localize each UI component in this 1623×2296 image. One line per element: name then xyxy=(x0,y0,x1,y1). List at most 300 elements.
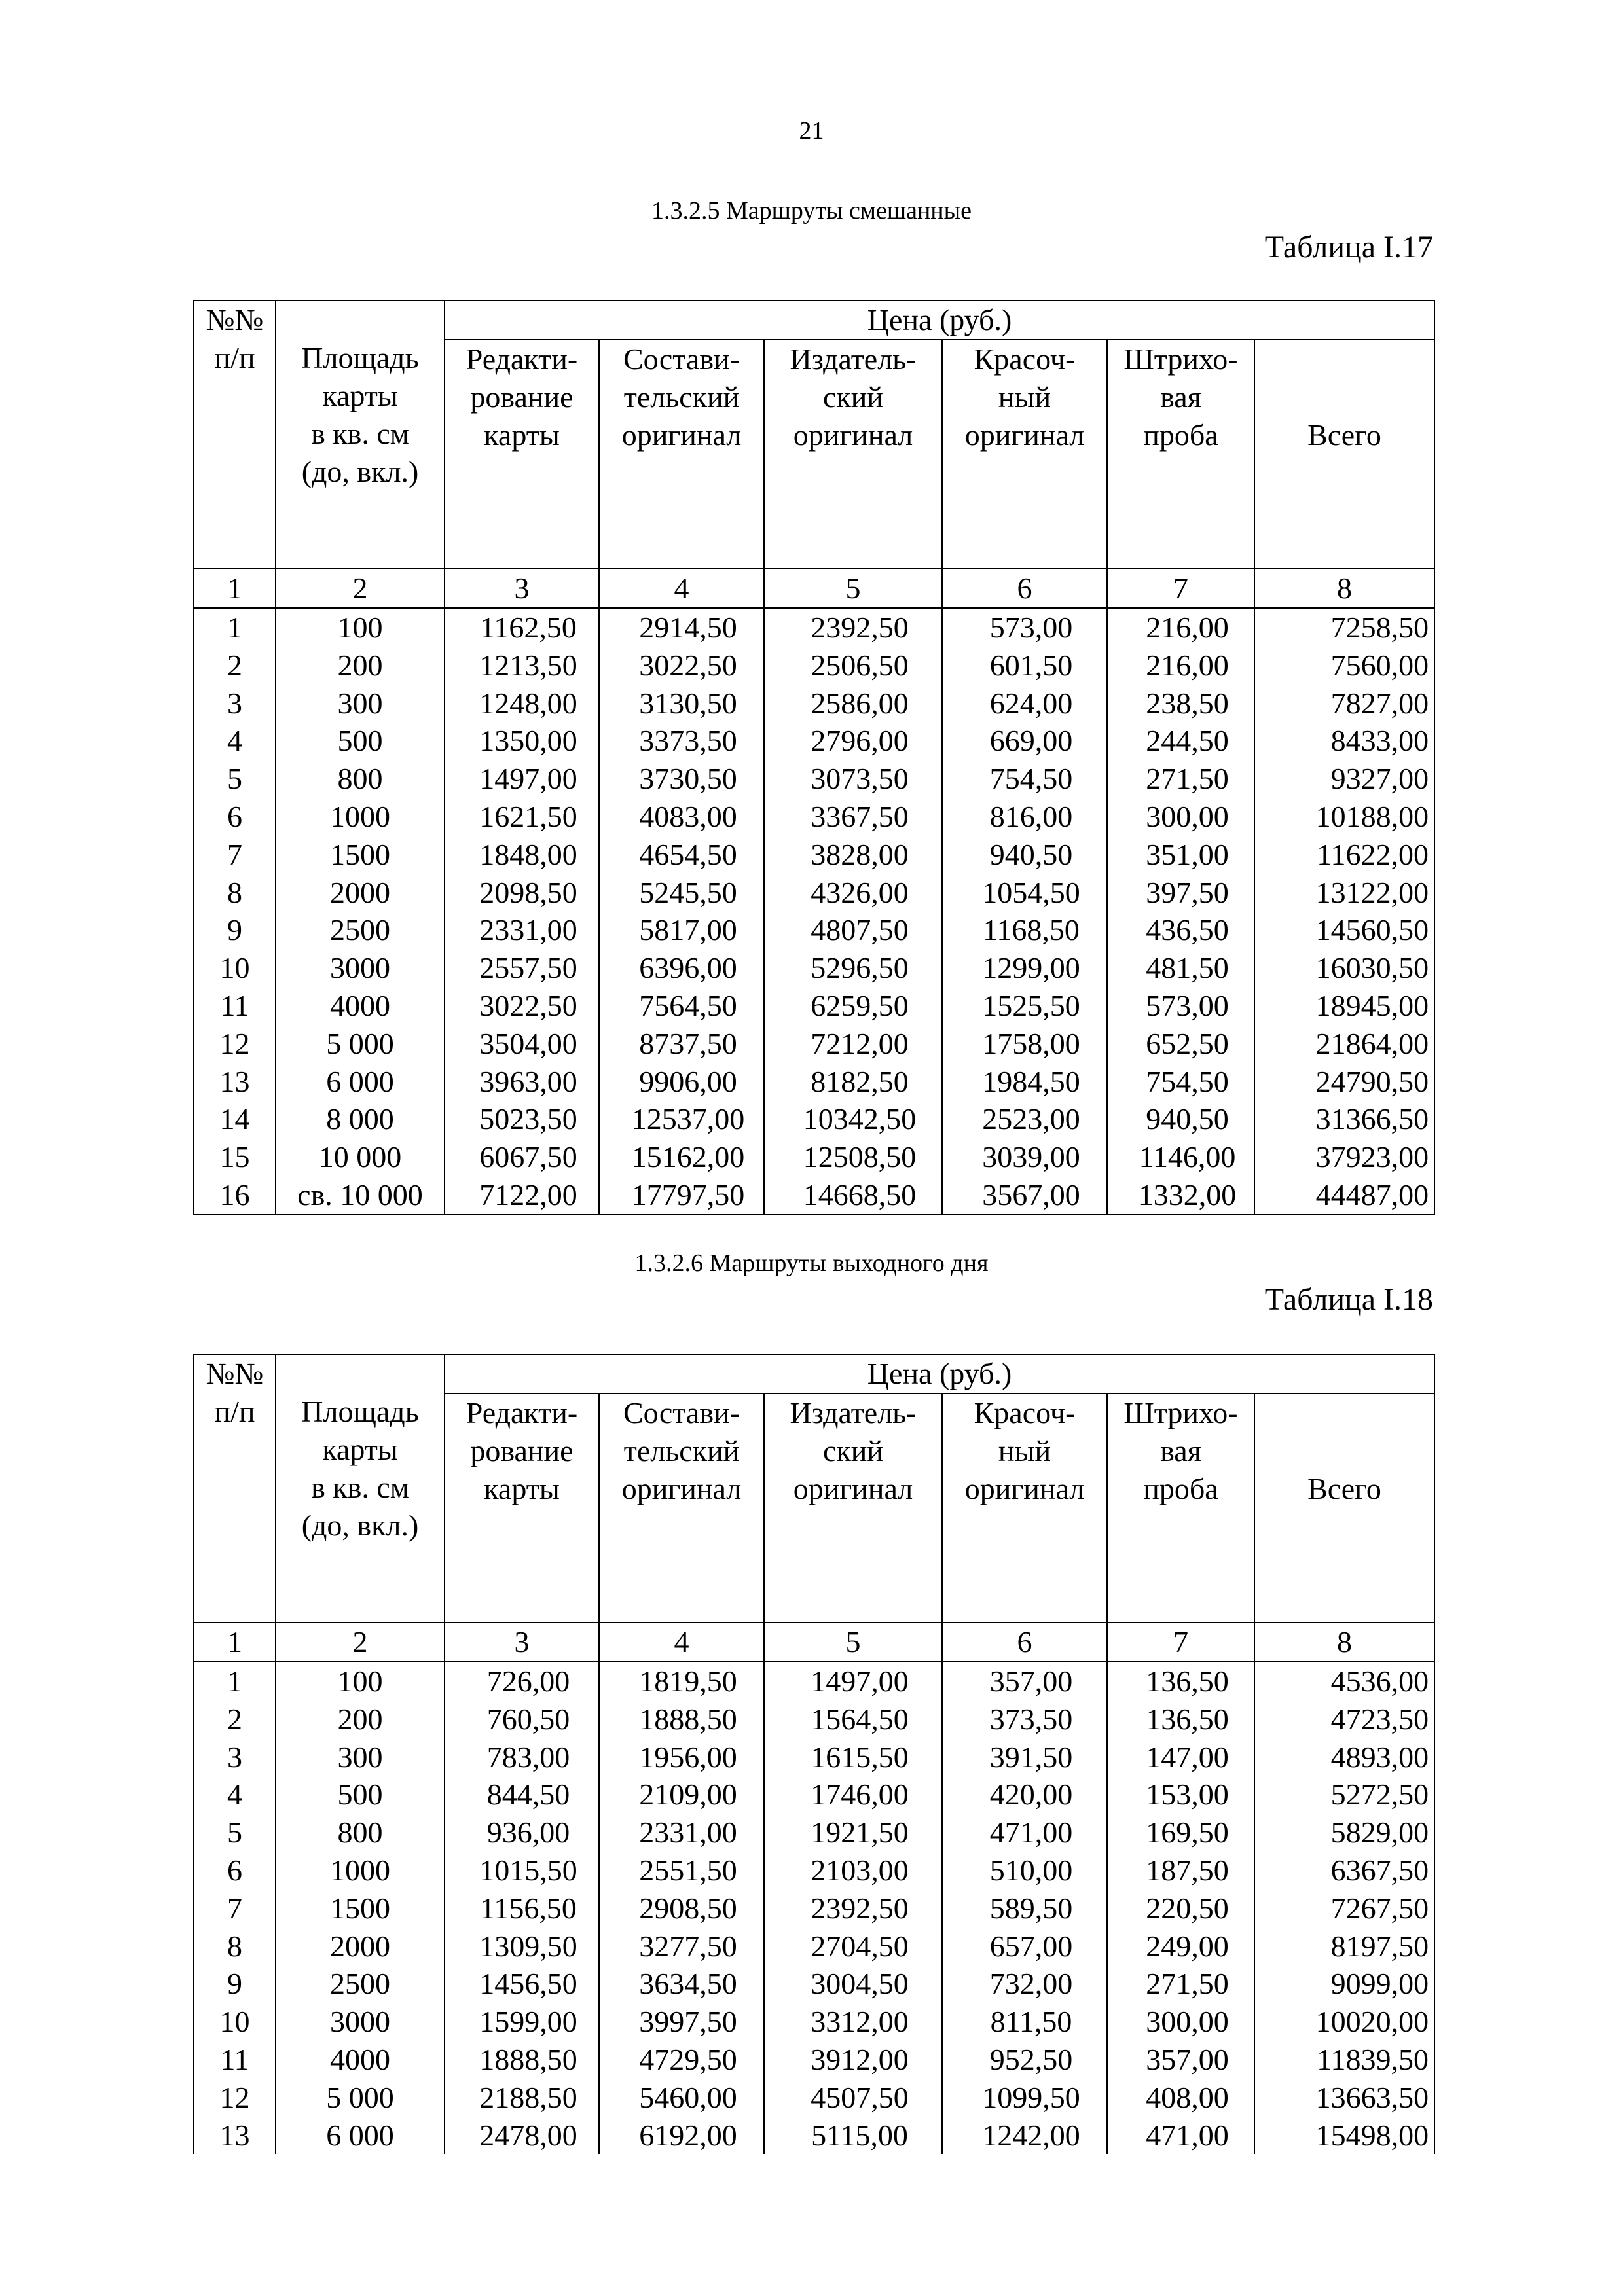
table-row xyxy=(194,2079,1434,2117)
table-cell: 3912,00 xyxy=(764,2041,942,2079)
table-row xyxy=(194,2003,1434,2041)
table-cell: 1 xyxy=(194,1662,276,1700)
table-cell: 5460,00 xyxy=(599,2079,764,2117)
table-cell: 952,50 xyxy=(942,2041,1107,2079)
table-cell: 391,50 xyxy=(942,1738,1107,1776)
header-text: Издатель- xyxy=(790,342,917,376)
table-label: Таблица I.18 xyxy=(1264,1282,1433,1317)
table-cell: 1350,00 xyxy=(445,722,599,760)
table-cell: 5 000 xyxy=(276,1025,445,1063)
table-cell: 510,00 xyxy=(942,1852,1107,1890)
table-cell: 936,00 xyxy=(445,1814,599,1852)
header-text: оригинал xyxy=(793,1472,913,1505)
table-cell: 1621,50 xyxy=(445,798,599,836)
header-text: в кв. см xyxy=(311,1471,409,1504)
table-cell: 1248,00 xyxy=(445,685,599,723)
table-cell: 14668,50 xyxy=(764,1176,942,1215)
table-cell: 4807,50 xyxy=(764,911,942,949)
header-text: ный xyxy=(998,380,1051,414)
table-cell: 11 xyxy=(194,2041,276,2079)
header-text: карты xyxy=(484,418,560,452)
column-number: 8 xyxy=(1254,569,1434,608)
header-text: вая xyxy=(1160,380,1201,414)
header-text: Состави- xyxy=(623,1396,740,1429)
table-cell: 3022,50 xyxy=(599,647,764,685)
header-text: проба xyxy=(1143,418,1218,452)
column-number: 4 xyxy=(599,569,764,608)
table-cell: 5023,50 xyxy=(445,1100,599,1138)
header-text: тельский xyxy=(623,1434,740,1467)
table-row xyxy=(194,1776,1434,1814)
table-cell: 1848,00 xyxy=(445,836,599,874)
table-cell: 9 xyxy=(194,911,276,949)
table-cell: 6367,50 xyxy=(1254,1852,1434,1890)
table-label: Таблица I.17 xyxy=(1264,230,1433,264)
table-cell: 3730,50 xyxy=(599,760,764,798)
table-cell: 13663,50 xyxy=(1254,2079,1434,2117)
table-cell: 2000 xyxy=(276,874,445,912)
header-text: Редакти- xyxy=(465,342,578,376)
table-cell: 12537,00 xyxy=(599,1100,764,1138)
header-text: ский xyxy=(823,1434,883,1467)
column-number: 1 xyxy=(194,1623,276,1662)
header-column xyxy=(764,340,942,569)
table-cell: 147,00 xyxy=(1107,1738,1254,1776)
table-cell: 7 xyxy=(194,836,276,874)
table-row xyxy=(194,1738,1434,1776)
table-row xyxy=(194,987,1434,1025)
table-cell: 4000 xyxy=(276,2041,445,2079)
table-cell: 7827,00 xyxy=(1254,685,1434,723)
table-cell: 1162,50 xyxy=(445,608,599,647)
table-cell: 15162,00 xyxy=(599,1138,764,1176)
table-cell: 9099,00 xyxy=(1254,1965,1434,2003)
header-text: Состави- xyxy=(623,342,740,376)
table-cell: 1242,00 xyxy=(942,2117,1107,2155)
table-cell: 244,50 xyxy=(1107,722,1254,760)
table-cell: 800 xyxy=(276,1814,445,1852)
table-cell: 1984,50 xyxy=(942,1063,1107,1101)
table-row xyxy=(194,647,1434,685)
table-row xyxy=(194,911,1434,949)
table-cell: 2 xyxy=(194,647,276,685)
table-cell: 10188,00 xyxy=(1254,798,1434,836)
table-cell: 844,50 xyxy=(445,1776,599,1814)
header-text: Редакти- xyxy=(465,1396,578,1429)
table-cell: 1819,50 xyxy=(599,1662,764,1700)
table-cell: 7 xyxy=(194,1890,276,1928)
table-cell: 3039,00 xyxy=(942,1138,1107,1176)
table-cell: 2500 xyxy=(276,911,445,949)
table-cell: 5245,50 xyxy=(599,874,764,912)
table-cell: 3312,00 xyxy=(764,2003,942,2041)
table-cell: 2914,50 xyxy=(599,608,764,647)
table-cell: 3073,50 xyxy=(764,760,942,798)
column-number: 7 xyxy=(1107,569,1254,608)
table-cell: 7267,50 xyxy=(1254,1890,1434,1928)
table-cell: 8 xyxy=(194,874,276,912)
table-cell: 1146,00 xyxy=(1107,1138,1254,1176)
table-cell: 9327,00 xyxy=(1254,760,1434,798)
header-column xyxy=(942,1393,1107,1623)
header-text: ский xyxy=(823,380,883,414)
header-text: рование xyxy=(470,380,574,414)
table-cell: 14560,50 xyxy=(1254,911,1434,949)
table-row xyxy=(194,1814,1434,1852)
table-row xyxy=(194,1928,1434,1965)
column-number: 2 xyxy=(276,569,445,608)
header-text: оригинал xyxy=(964,418,1085,452)
table-cell: 8182,50 xyxy=(764,1063,942,1101)
table-cell: 24790,50 xyxy=(1254,1063,1434,1101)
table-cell: 500 xyxy=(276,722,445,760)
table-cell: 1564,50 xyxy=(764,1700,942,1738)
table-cell: 169,50 xyxy=(1107,1814,1254,1852)
table-cell: 4729,50 xyxy=(599,2041,764,2079)
header-text: оригинал xyxy=(964,1472,1085,1505)
table-cell: 1615,50 xyxy=(764,1738,942,1776)
table-cell: 13122,00 xyxy=(1254,874,1434,912)
table-cell: 471,00 xyxy=(1107,2117,1254,2155)
table-cell: 732,00 xyxy=(942,1965,1107,2003)
column-number: 7 xyxy=(1107,1623,1254,1662)
table-cell: 5817,00 xyxy=(599,911,764,949)
table-cell: 1497,00 xyxy=(445,760,599,798)
table-cell: 1168,50 xyxy=(942,911,1107,949)
header-text: оригинал xyxy=(621,418,742,452)
table-cell: 249,00 xyxy=(1107,1928,1254,1965)
table-cell: 8197,50 xyxy=(1254,1928,1434,1965)
table-cell: 624,00 xyxy=(942,685,1107,723)
header-column xyxy=(1254,1393,1434,1623)
table-cell: 300,00 xyxy=(1107,798,1254,836)
header-column xyxy=(764,1393,942,1623)
table-cell: 657,00 xyxy=(942,1928,1107,1965)
table-cell: 589,50 xyxy=(942,1890,1107,1928)
table-cell: 7212,00 xyxy=(764,1025,942,1063)
table-cell: 13 xyxy=(194,1063,276,1101)
table-cell: 216,00 xyxy=(1107,647,1254,685)
table-cell: 200 xyxy=(276,647,445,685)
header-text: №№ xyxy=(206,303,264,336)
table-row xyxy=(194,760,1434,798)
table-cell: 18945,00 xyxy=(1254,987,1434,1025)
table-row xyxy=(194,1890,1434,1928)
header-text: Всего xyxy=(1307,1472,1381,1505)
table-cell: 187,50 xyxy=(1107,1852,1254,1890)
table-cell: 6067,50 xyxy=(445,1138,599,1176)
table-cell: 153,00 xyxy=(1107,1776,1254,1814)
table-cell: 271,50 xyxy=(1107,760,1254,798)
table-row xyxy=(194,836,1434,874)
header-text: (до, вкл.) xyxy=(301,455,419,488)
table-row xyxy=(194,949,1434,987)
column-number: 8 xyxy=(1254,1623,1434,1662)
table-cell: 271,50 xyxy=(1107,1965,1254,2003)
table-cell: 12 xyxy=(194,1025,276,1063)
table-cell: 100 xyxy=(276,1662,445,1700)
header-column xyxy=(1254,340,1434,569)
table-cell: 373,50 xyxy=(942,1700,1107,1738)
table-cell: 1000 xyxy=(276,1852,445,1890)
table-cell: 12 xyxy=(194,2079,276,2117)
table-row xyxy=(194,1025,1434,1063)
header-column xyxy=(445,1393,599,1623)
table-cell: 17797,50 xyxy=(599,1176,764,1215)
table-cell: 2000 xyxy=(276,1928,445,1965)
table-cell: 2551,50 xyxy=(599,1852,764,1890)
header-text: Всего xyxy=(1307,418,1381,452)
table-cell: 8737,50 xyxy=(599,1025,764,1063)
table-cell: 1332,00 xyxy=(1107,1176,1254,1215)
table-cell: 1497,00 xyxy=(764,1662,942,1700)
table-cell: 1213,50 xyxy=(445,647,599,685)
table-cell: 4723,50 xyxy=(1254,1700,1434,1738)
header-text: ный xyxy=(998,1434,1051,1467)
table-cell: 2331,00 xyxy=(599,1814,764,1852)
header-text: карты xyxy=(322,1433,398,1466)
table-cell: 3004,50 xyxy=(764,1965,942,2003)
header-column xyxy=(599,340,764,569)
header-text: оригинал xyxy=(793,418,913,452)
table-cell: 220,50 xyxy=(1107,1890,1254,1928)
table-cell: 11 xyxy=(194,987,276,1025)
table-cell: 351,00 xyxy=(1107,836,1254,874)
table-cell: 238,50 xyxy=(1107,685,1254,723)
table-cell: 2098,50 xyxy=(445,874,599,912)
table-cell: 7122,00 xyxy=(445,1176,599,1215)
table-cell: 300 xyxy=(276,1738,445,1776)
header-column xyxy=(445,340,599,569)
table-cell: 4 xyxy=(194,1776,276,1814)
column-number: 4 xyxy=(599,1623,764,1662)
header-area xyxy=(276,300,445,569)
table-cell: 136,50 xyxy=(1107,1700,1254,1738)
column-number: 3 xyxy=(445,569,599,608)
table-cell: 754,50 xyxy=(942,760,1107,798)
price-table xyxy=(193,1354,1435,2154)
table-cell: 3828,00 xyxy=(764,836,942,874)
table-cell: 940,50 xyxy=(942,836,1107,874)
table-cell: 3963,00 xyxy=(445,1063,599,1101)
header-text: Штрихо- xyxy=(1123,1396,1238,1429)
table-cell: 4654,50 xyxy=(599,836,764,874)
table-cell: 5115,00 xyxy=(764,2117,942,2155)
table-row xyxy=(194,2117,1434,2155)
table-cell: 2704,50 xyxy=(764,1928,942,1965)
table-cell: 357,00 xyxy=(1107,2041,1254,2079)
table-cell: 3130,50 xyxy=(599,685,764,723)
table-cell: 3000 xyxy=(276,2003,445,2041)
table-row xyxy=(194,1662,1434,1700)
table-row xyxy=(194,608,1434,647)
table-cell: 100 xyxy=(276,608,445,647)
table-cell: 3367,50 xyxy=(764,798,942,836)
price-table xyxy=(193,300,1435,1215)
table-cell: 1500 xyxy=(276,836,445,874)
header-text: №№ xyxy=(206,1357,264,1390)
table-cell: 357,00 xyxy=(942,1662,1107,1700)
table-cell: 601,50 xyxy=(942,647,1107,685)
table-cell: 136,50 xyxy=(1107,1662,1254,1700)
column-number: 3 xyxy=(445,1623,599,1662)
table-cell: 2557,50 xyxy=(445,949,599,987)
table-cell: 1500 xyxy=(276,1890,445,1928)
table-row xyxy=(194,874,1434,912)
header-text: карты xyxy=(484,1472,560,1505)
table-cell: 811,50 xyxy=(942,2003,1107,2041)
header-text: Штрихо- xyxy=(1123,342,1238,376)
table-cell: 420,00 xyxy=(942,1776,1107,1814)
table-cell: 10020,00 xyxy=(1254,2003,1434,2041)
table-cell: 1921,50 xyxy=(764,1814,942,1852)
table-cell: 1 xyxy=(194,608,276,647)
table-cell: 4326,00 xyxy=(764,874,942,912)
table-cell: 3022,50 xyxy=(445,987,599,1025)
table-cell: 14 xyxy=(194,1100,276,1138)
table-cell: 5829,00 xyxy=(1254,1814,1434,1852)
header-text: вая xyxy=(1160,1434,1201,1467)
table-row xyxy=(194,1100,1434,1138)
table-cell: 1000 xyxy=(276,798,445,836)
header-text: (до, вкл.) xyxy=(301,1509,419,1542)
table-cell: св. 10 000 xyxy=(276,1176,445,1215)
table-row xyxy=(194,798,1434,836)
table-cell: 2506,50 xyxy=(764,647,942,685)
table-row xyxy=(194,1063,1434,1101)
header-text: проба xyxy=(1143,1472,1218,1505)
table-cell: 21864,00 xyxy=(1254,1025,1434,1063)
table-cell: 7564,50 xyxy=(599,987,764,1025)
table-cell: 10 xyxy=(194,2003,276,2041)
table-cell: 2188,50 xyxy=(445,2079,599,2117)
table-cell: 760,50 xyxy=(445,1700,599,1738)
table-cell: 15498,00 xyxy=(1254,2117,1434,2155)
table-cell: 2331,00 xyxy=(445,911,599,949)
table-cell: 2109,00 xyxy=(599,1776,764,1814)
table-cell: 4893,00 xyxy=(1254,1738,1434,1776)
table-cell: 200 xyxy=(276,1700,445,1738)
table-cell: 1099,50 xyxy=(942,2079,1107,2117)
table-cell: 7560,00 xyxy=(1254,647,1434,685)
table-cell: 8 xyxy=(194,1928,276,1965)
table-cell: 44487,00 xyxy=(1254,1176,1434,1215)
header-text: Красоч- xyxy=(974,342,1076,376)
table-cell: 652,50 xyxy=(1107,1025,1254,1063)
header-text: п/п xyxy=(214,341,255,374)
column-number: 6 xyxy=(942,569,1107,608)
table-cell: 3504,00 xyxy=(445,1025,599,1063)
header-column xyxy=(1107,1393,1254,1623)
table-cell: 1054,50 xyxy=(942,874,1107,912)
table-cell: 408,00 xyxy=(1107,2079,1254,2117)
table-cell: 31366,50 xyxy=(1254,1100,1434,1138)
section-title: 1.3.2.6 Маршруты выходного дня xyxy=(634,1249,989,1277)
table-cell: 5 000 xyxy=(276,2079,445,2117)
table-cell: 2392,50 xyxy=(764,1890,942,1928)
table-cell: 2478,00 xyxy=(445,2117,599,2155)
table-cell: 6 000 xyxy=(276,1063,445,1101)
table-cell: 2796,00 xyxy=(764,722,942,760)
table-cell: 8 000 xyxy=(276,1100,445,1138)
table-cell: 4000 xyxy=(276,987,445,1025)
table-cell: 10 000 xyxy=(276,1138,445,1176)
table-cell: 8433,00 xyxy=(1254,722,1434,760)
table-cell: 2392,50 xyxy=(764,608,942,647)
table-row xyxy=(194,2041,1434,2079)
table-cell: 3 xyxy=(194,1738,276,1776)
table-cell: 669,00 xyxy=(942,722,1107,760)
table-cell: 1309,50 xyxy=(445,1928,599,1965)
table-cell: 300 xyxy=(276,685,445,723)
table-cell: 6396,00 xyxy=(599,949,764,987)
table-cell: 6 xyxy=(194,798,276,836)
table-cell: 573,00 xyxy=(1107,987,1254,1025)
table-cell: 6259,50 xyxy=(764,987,942,1025)
table-cell: 12508,50 xyxy=(764,1138,942,1176)
header-text: оригинал xyxy=(621,1472,742,1505)
header-text: п/п xyxy=(214,1395,255,1428)
table-cell: 4536,00 xyxy=(1254,1662,1434,1700)
table-cell: 2908,50 xyxy=(599,1890,764,1928)
table-cell: 5 xyxy=(194,760,276,798)
table-cell: 1299,00 xyxy=(942,949,1107,987)
header-area xyxy=(276,1354,445,1623)
table-cell: 3373,50 xyxy=(599,722,764,760)
table-row xyxy=(194,1176,1434,1215)
table-cell: 754,50 xyxy=(1107,1063,1254,1101)
header-text: Площадь xyxy=(301,1395,419,1428)
table-cell: 471,00 xyxy=(942,1814,1107,1852)
table-cell: 940,50 xyxy=(1107,1100,1254,1138)
header-column xyxy=(1107,340,1254,569)
table-cell: 726,00 xyxy=(445,1662,599,1700)
header-column xyxy=(942,340,1107,569)
table-cell: 1599,00 xyxy=(445,2003,599,2041)
page-number: 21 xyxy=(799,117,824,145)
header-row-number xyxy=(194,1354,276,1623)
table-cell: 6192,00 xyxy=(599,2117,764,2155)
column-number: 5 xyxy=(764,1623,942,1662)
table-cell: 16030,50 xyxy=(1254,949,1434,987)
table-cell: 4083,00 xyxy=(599,798,764,836)
table-cell: 5296,50 xyxy=(764,949,942,987)
table-cell: 3634,50 xyxy=(599,1965,764,2003)
table-cell: 783,00 xyxy=(445,1738,599,1776)
header-price-group: Цена (руб.) xyxy=(445,300,1434,340)
table-cell: 5 xyxy=(194,1814,276,1852)
table-cell: 16 xyxy=(194,1176,276,1215)
table-cell: 4 xyxy=(194,722,276,760)
table-row xyxy=(194,1852,1434,1890)
header-row-number xyxy=(194,300,276,569)
column-number: 2 xyxy=(276,1623,445,1662)
table-cell: 7258,50 xyxy=(1254,608,1434,647)
table-row xyxy=(194,1965,1434,2003)
table-cell: 3 xyxy=(194,685,276,723)
table-row xyxy=(194,1138,1434,1176)
table-cell: 10 xyxy=(194,949,276,987)
table-cell: 816,00 xyxy=(942,798,1107,836)
table-cell: 5272,50 xyxy=(1254,1776,1434,1814)
header-text: рование xyxy=(470,1434,574,1467)
header-text: Площадь xyxy=(301,341,419,374)
table-cell: 1456,50 xyxy=(445,1965,599,2003)
table-cell: 37923,00 xyxy=(1254,1138,1434,1176)
table-cell: 800 xyxy=(276,760,445,798)
table-cell: 15 xyxy=(194,1138,276,1176)
table-cell: 1956,00 xyxy=(599,1738,764,1776)
